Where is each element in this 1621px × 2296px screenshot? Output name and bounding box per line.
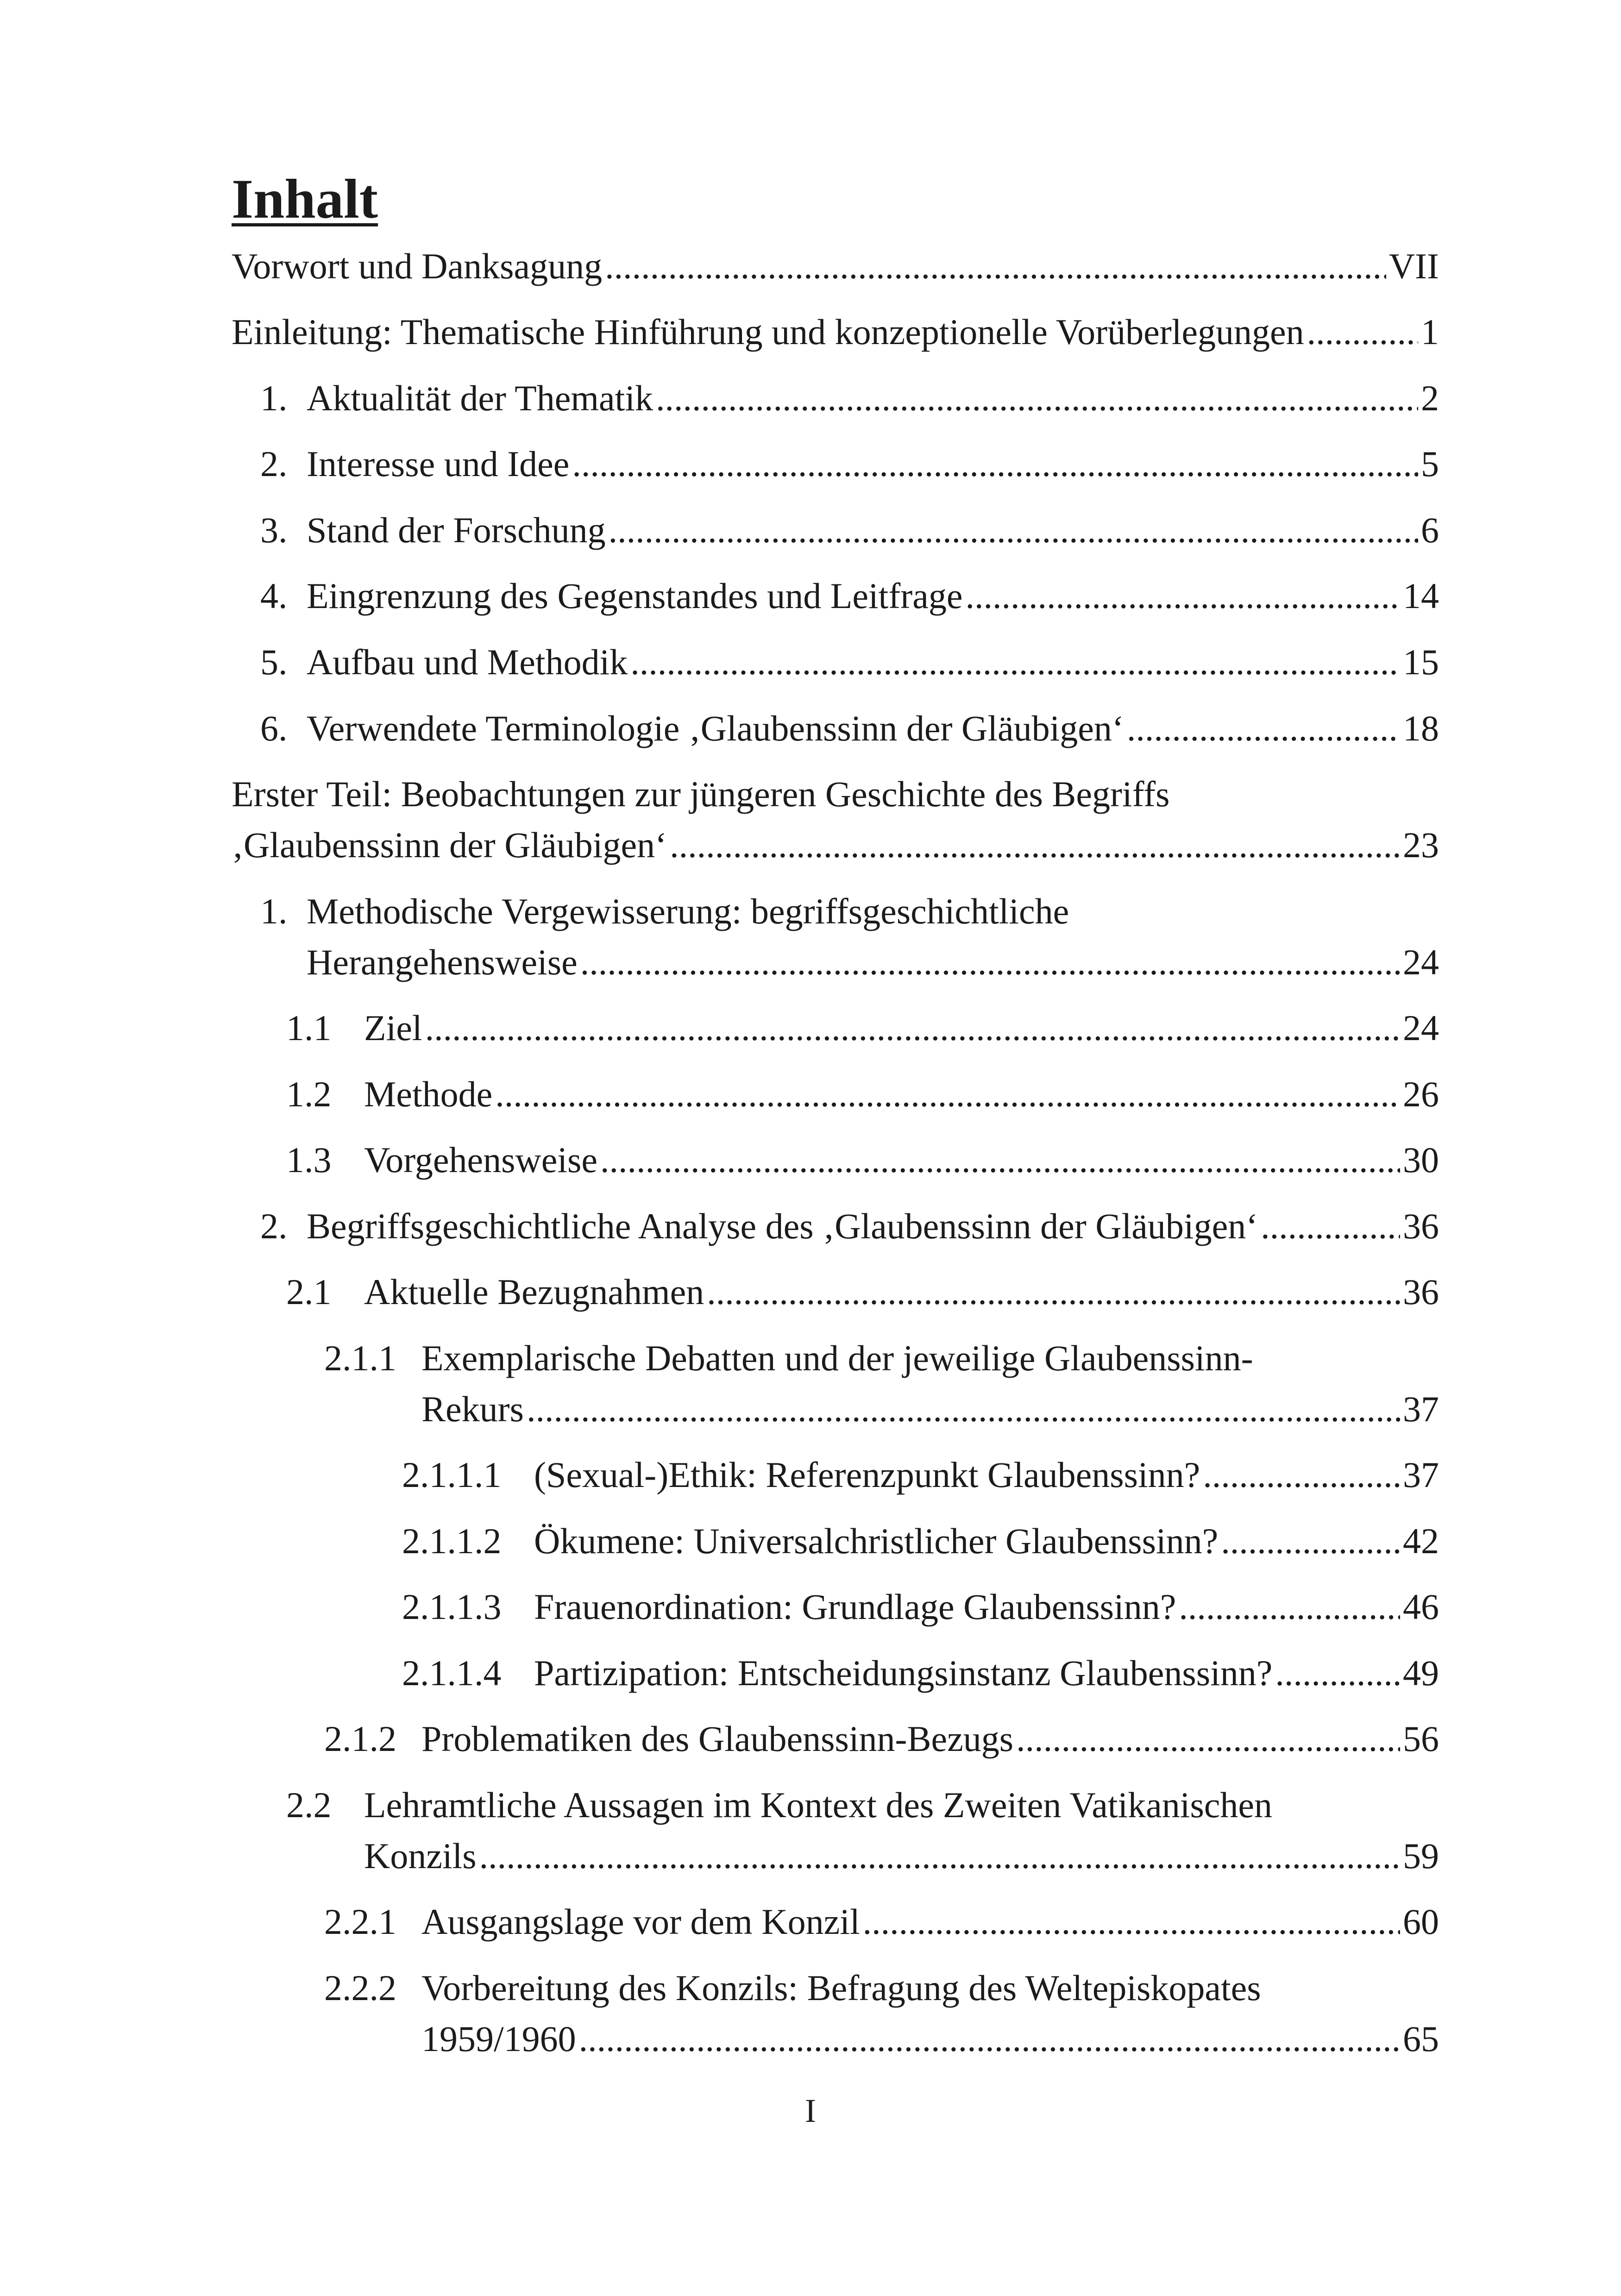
toc-entry-number: 1. bbox=[260, 891, 288, 931]
toc-entry-title: (Sexual-)Ethik: Referenzpunkt Glaubenssinn? bbox=[534, 1455, 1200, 1495]
toc-entry-subsubsection[interactable] bbox=[421, 2014, 1439, 2064]
toc-entry-page: 60 bbox=[1403, 1901, 1439, 1942]
toc-entry-title: Konzils bbox=[364, 1836, 477, 1876]
toc-entry-page: 36 bbox=[1403, 1206, 1439, 1246]
toc-entry-number: 2.1.2 bbox=[324, 1719, 396, 1759]
toc-entry-subsection[interactable] bbox=[286, 1135, 1439, 1186]
page-number: I bbox=[805, 2092, 816, 2129]
toc-entry-page: 2 bbox=[1421, 378, 1439, 418]
dot-leader bbox=[863, 1896, 1400, 1947]
toc-entry-section[interactable] bbox=[260, 505, 1439, 556]
toc-entry-page: 24 bbox=[1403, 1008, 1439, 1048]
toc-entry-title: Verwendete Terminologie ‚Glaubenssinn der Gläubigen‘ bbox=[307, 708, 1124, 748]
toc-entry-page: 18 bbox=[1403, 708, 1439, 748]
toc-entry-page: 14 bbox=[1403, 576, 1439, 616]
toc-entry-title-line bbox=[324, 1333, 1439, 1384]
toc-entry-number: 2.1 bbox=[286, 1272, 332, 1312]
dot-leader bbox=[670, 820, 1400, 871]
dot-leader bbox=[572, 439, 1418, 489]
toc-entry-number: 1.1 bbox=[286, 1008, 332, 1048]
toc-entry-number: 2.1.1.3 bbox=[402, 1587, 502, 1627]
toc-entry-subsection[interactable] bbox=[286, 1069, 1439, 1120]
toc-entry-page: 59 bbox=[1403, 1836, 1439, 1876]
toc-entry-number: 1.2 bbox=[286, 1074, 332, 1114]
dot-leader bbox=[580, 937, 1400, 988]
toc-entry-page: 65 bbox=[1403, 2019, 1439, 2059]
dot-leader bbox=[1203, 1449, 1400, 1500]
dot-leader bbox=[479, 1831, 1400, 1882]
toc-entry-number: 1.3 bbox=[286, 1140, 332, 1180]
toc-entry-number: 2.2 bbox=[286, 1785, 332, 1825]
toc-entry-number: 2.2.2 bbox=[324, 1968, 396, 2008]
toc-entry-title: Rekurs bbox=[421, 1389, 524, 1429]
toc-entry-page: 6 bbox=[1421, 510, 1439, 550]
toc-entry-page: 15 bbox=[1403, 642, 1439, 682]
toc-entry-page: 56 bbox=[1403, 1719, 1439, 1759]
dot-leader bbox=[495, 1069, 1400, 1120]
dot-leader bbox=[579, 2014, 1400, 2064]
toc-entry-subsubsection[interactable] bbox=[324, 1896, 1439, 1947]
toc-entry-page: 46 bbox=[1403, 1587, 1439, 1627]
toc-entry-number: 2.1.1.4 bbox=[402, 1653, 502, 1693]
toc-entry-subsection[interactable] bbox=[286, 1003, 1439, 1054]
toc-entry-page: 1 bbox=[1421, 312, 1439, 352]
toc-entry-page: 5 bbox=[1421, 444, 1439, 484]
toc-entry-title: ‚Glaubenssinn der Gläubigen‘ bbox=[232, 825, 667, 865]
toc-entry-page: 37 bbox=[1403, 1455, 1439, 1495]
toc-entry-title-line bbox=[286, 1780, 1439, 1831]
toc-entry-page: 30 bbox=[1403, 1140, 1439, 1180]
toc-entry-page: 42 bbox=[1403, 1521, 1439, 1561]
toc-entry-section[interactable] bbox=[260, 373, 1439, 424]
dot-leader bbox=[1179, 1581, 1400, 1632]
toc-entry-title: Aktualität der Thematik bbox=[307, 378, 653, 418]
dot-leader bbox=[1127, 703, 1400, 754]
dot-leader bbox=[425, 1003, 1400, 1054]
toc-entry-title: Stand der Forschung bbox=[307, 510, 606, 550]
toc-entry-part-one[interactable] bbox=[232, 820, 1439, 871]
toc-entry-section[interactable] bbox=[260, 439, 1439, 489]
toc-entry-page: 37 bbox=[1403, 1389, 1439, 1429]
toc-entry-paragraph[interactable] bbox=[402, 1648, 1439, 1699]
toc-entry-title: Aufbau und Methodik bbox=[307, 642, 628, 682]
page-title: Inhalt bbox=[232, 168, 378, 230]
toc-entry-part-title-line bbox=[232, 769, 1439, 820]
toc-entry-section[interactable] bbox=[307, 937, 1439, 988]
toc-entry-paragraph[interactable] bbox=[402, 1516, 1439, 1567]
toc-entry-vorwort[interactable] bbox=[232, 241, 1439, 292]
toc-entry-title: Problematiken des Glaubenssinn-Bezugs bbox=[421, 1719, 1014, 1759]
toc-entry-page: 26 bbox=[1403, 1074, 1439, 1114]
toc-entry-title-line bbox=[260, 886, 1439, 937]
dot-leader bbox=[1221, 1516, 1400, 1567]
toc-entry-title-line1: Exemplarische Debatten und der jeweilige Glaubenssinn- bbox=[421, 1338, 1253, 1378]
toc-entry-section[interactable] bbox=[260, 571, 1439, 621]
toc-entry-title: Ausgangslage vor dem Konzil bbox=[421, 1901, 860, 1942]
toc-entry-section[interactable] bbox=[260, 1201, 1439, 1252]
toc-entry-section[interactable] bbox=[260, 637, 1439, 688]
toc-entry-page: 23 bbox=[1403, 825, 1439, 865]
toc-entry-title-line1: Erster Teil: Beobachtungen zur jüngeren Geschichte des Begriffs bbox=[232, 774, 1170, 814]
toc-entry-title-line1: Lehramtliche Aussagen im Kontext des Zweiten Vatikanischen bbox=[364, 1785, 1273, 1825]
toc-entry-title: Interesse und Idee bbox=[307, 444, 570, 484]
toc-entry-title: Ökumene: Universalchristlicher Glaubenssinn? bbox=[534, 1521, 1219, 1561]
toc-entry-title: Herangehensweise bbox=[307, 942, 578, 982]
dot-leader bbox=[1261, 1201, 1400, 1252]
toc-entry-number: 2.1.1 bbox=[324, 1338, 396, 1378]
toc-entry-subsubsection[interactable] bbox=[421, 1384, 1439, 1435]
toc-entry-number: 2.2.1 bbox=[324, 1901, 396, 1942]
toc-entry-page: 49 bbox=[1403, 1653, 1439, 1693]
toc-entry-number: 5. bbox=[260, 642, 288, 682]
toc-entry-paragraph[interactable] bbox=[402, 1449, 1439, 1500]
toc-entry-section[interactable] bbox=[260, 703, 1439, 754]
dot-leader bbox=[605, 241, 1386, 292]
toc-entry-title: Frauenordination: Grundlage Glaubenssinn? bbox=[534, 1587, 1176, 1627]
toc-entry-page: 36 bbox=[1403, 1272, 1439, 1312]
toc-entry-title: Partizipation: Entscheidungsinstanz Glaubenssinn? bbox=[534, 1653, 1273, 1693]
dot-leader bbox=[707, 1267, 1400, 1317]
toc-entry-number: 4. bbox=[260, 576, 288, 616]
dot-leader bbox=[527, 1384, 1400, 1435]
dot-leader bbox=[966, 571, 1401, 621]
toc-entry-title: Vorgehensweise bbox=[364, 1140, 598, 1180]
toc-entry-title: Aktuelle Bezugnahmen bbox=[364, 1272, 704, 1312]
toc-entry-paragraph[interactable] bbox=[402, 1581, 1439, 1632]
toc-entry-einleitung[interactable] bbox=[232, 307, 1439, 358]
toc-entry-number: 2.1.1.1 bbox=[402, 1455, 502, 1495]
toc-entry-title: Vorwort und Danksagung bbox=[232, 246, 603, 286]
dot-leader bbox=[1016, 1713, 1400, 1764]
toc-entry-title-line bbox=[324, 1963, 1439, 2014]
toc-entry-number: 2. bbox=[260, 1206, 288, 1246]
toc-entry-subsubsection[interactable] bbox=[324, 1713, 1439, 1764]
toc-entry-subsection[interactable] bbox=[286, 1267, 1439, 1317]
toc-entry-number: 2.1.1.2 bbox=[402, 1521, 502, 1561]
toc-entry-title-line1: Methodische Vergewisserung: begriffsgeschichtliche bbox=[307, 891, 1069, 931]
toc-entry-title: Begriffsgeschichtliche Analyse des ‚Glaubenssinn der Gläubigen‘ bbox=[307, 1206, 1258, 1246]
toc-entry-title: Methode bbox=[364, 1074, 493, 1114]
toc-entry-subsection[interactable] bbox=[364, 1831, 1439, 1882]
toc-entry-title: 1959/1960 bbox=[421, 2019, 576, 2059]
dot-leader bbox=[1275, 1648, 1400, 1699]
toc-entry-page: VII bbox=[1389, 246, 1439, 286]
dot-leader bbox=[1307, 307, 1418, 358]
toc-entry-title-line1: Vorbereitung des Konzils: Befragung des Weltepiskopates bbox=[421, 1968, 1261, 2008]
toc-entry-number: 1. bbox=[260, 378, 288, 418]
dot-leader bbox=[609, 505, 1418, 556]
toc-entry-title: Ziel bbox=[364, 1008, 422, 1048]
dot-leader bbox=[656, 373, 1418, 424]
dot-leader bbox=[630, 637, 1400, 688]
dot-leader bbox=[600, 1135, 1400, 1186]
toc-entry-title: Eingrenzung des Gegenstandes und Leitfrage bbox=[307, 576, 963, 616]
toc-entry-number: 6. bbox=[260, 708, 288, 748]
toc-entry-page: 24 bbox=[1403, 942, 1439, 982]
toc-entry-title: Einleitung: Thematische Hinführung und konzeptionelle Vorüberlegungen bbox=[232, 312, 1304, 352]
toc-entry-number: 3. bbox=[260, 510, 288, 550]
toc-entry-number: 2. bbox=[260, 444, 288, 484]
